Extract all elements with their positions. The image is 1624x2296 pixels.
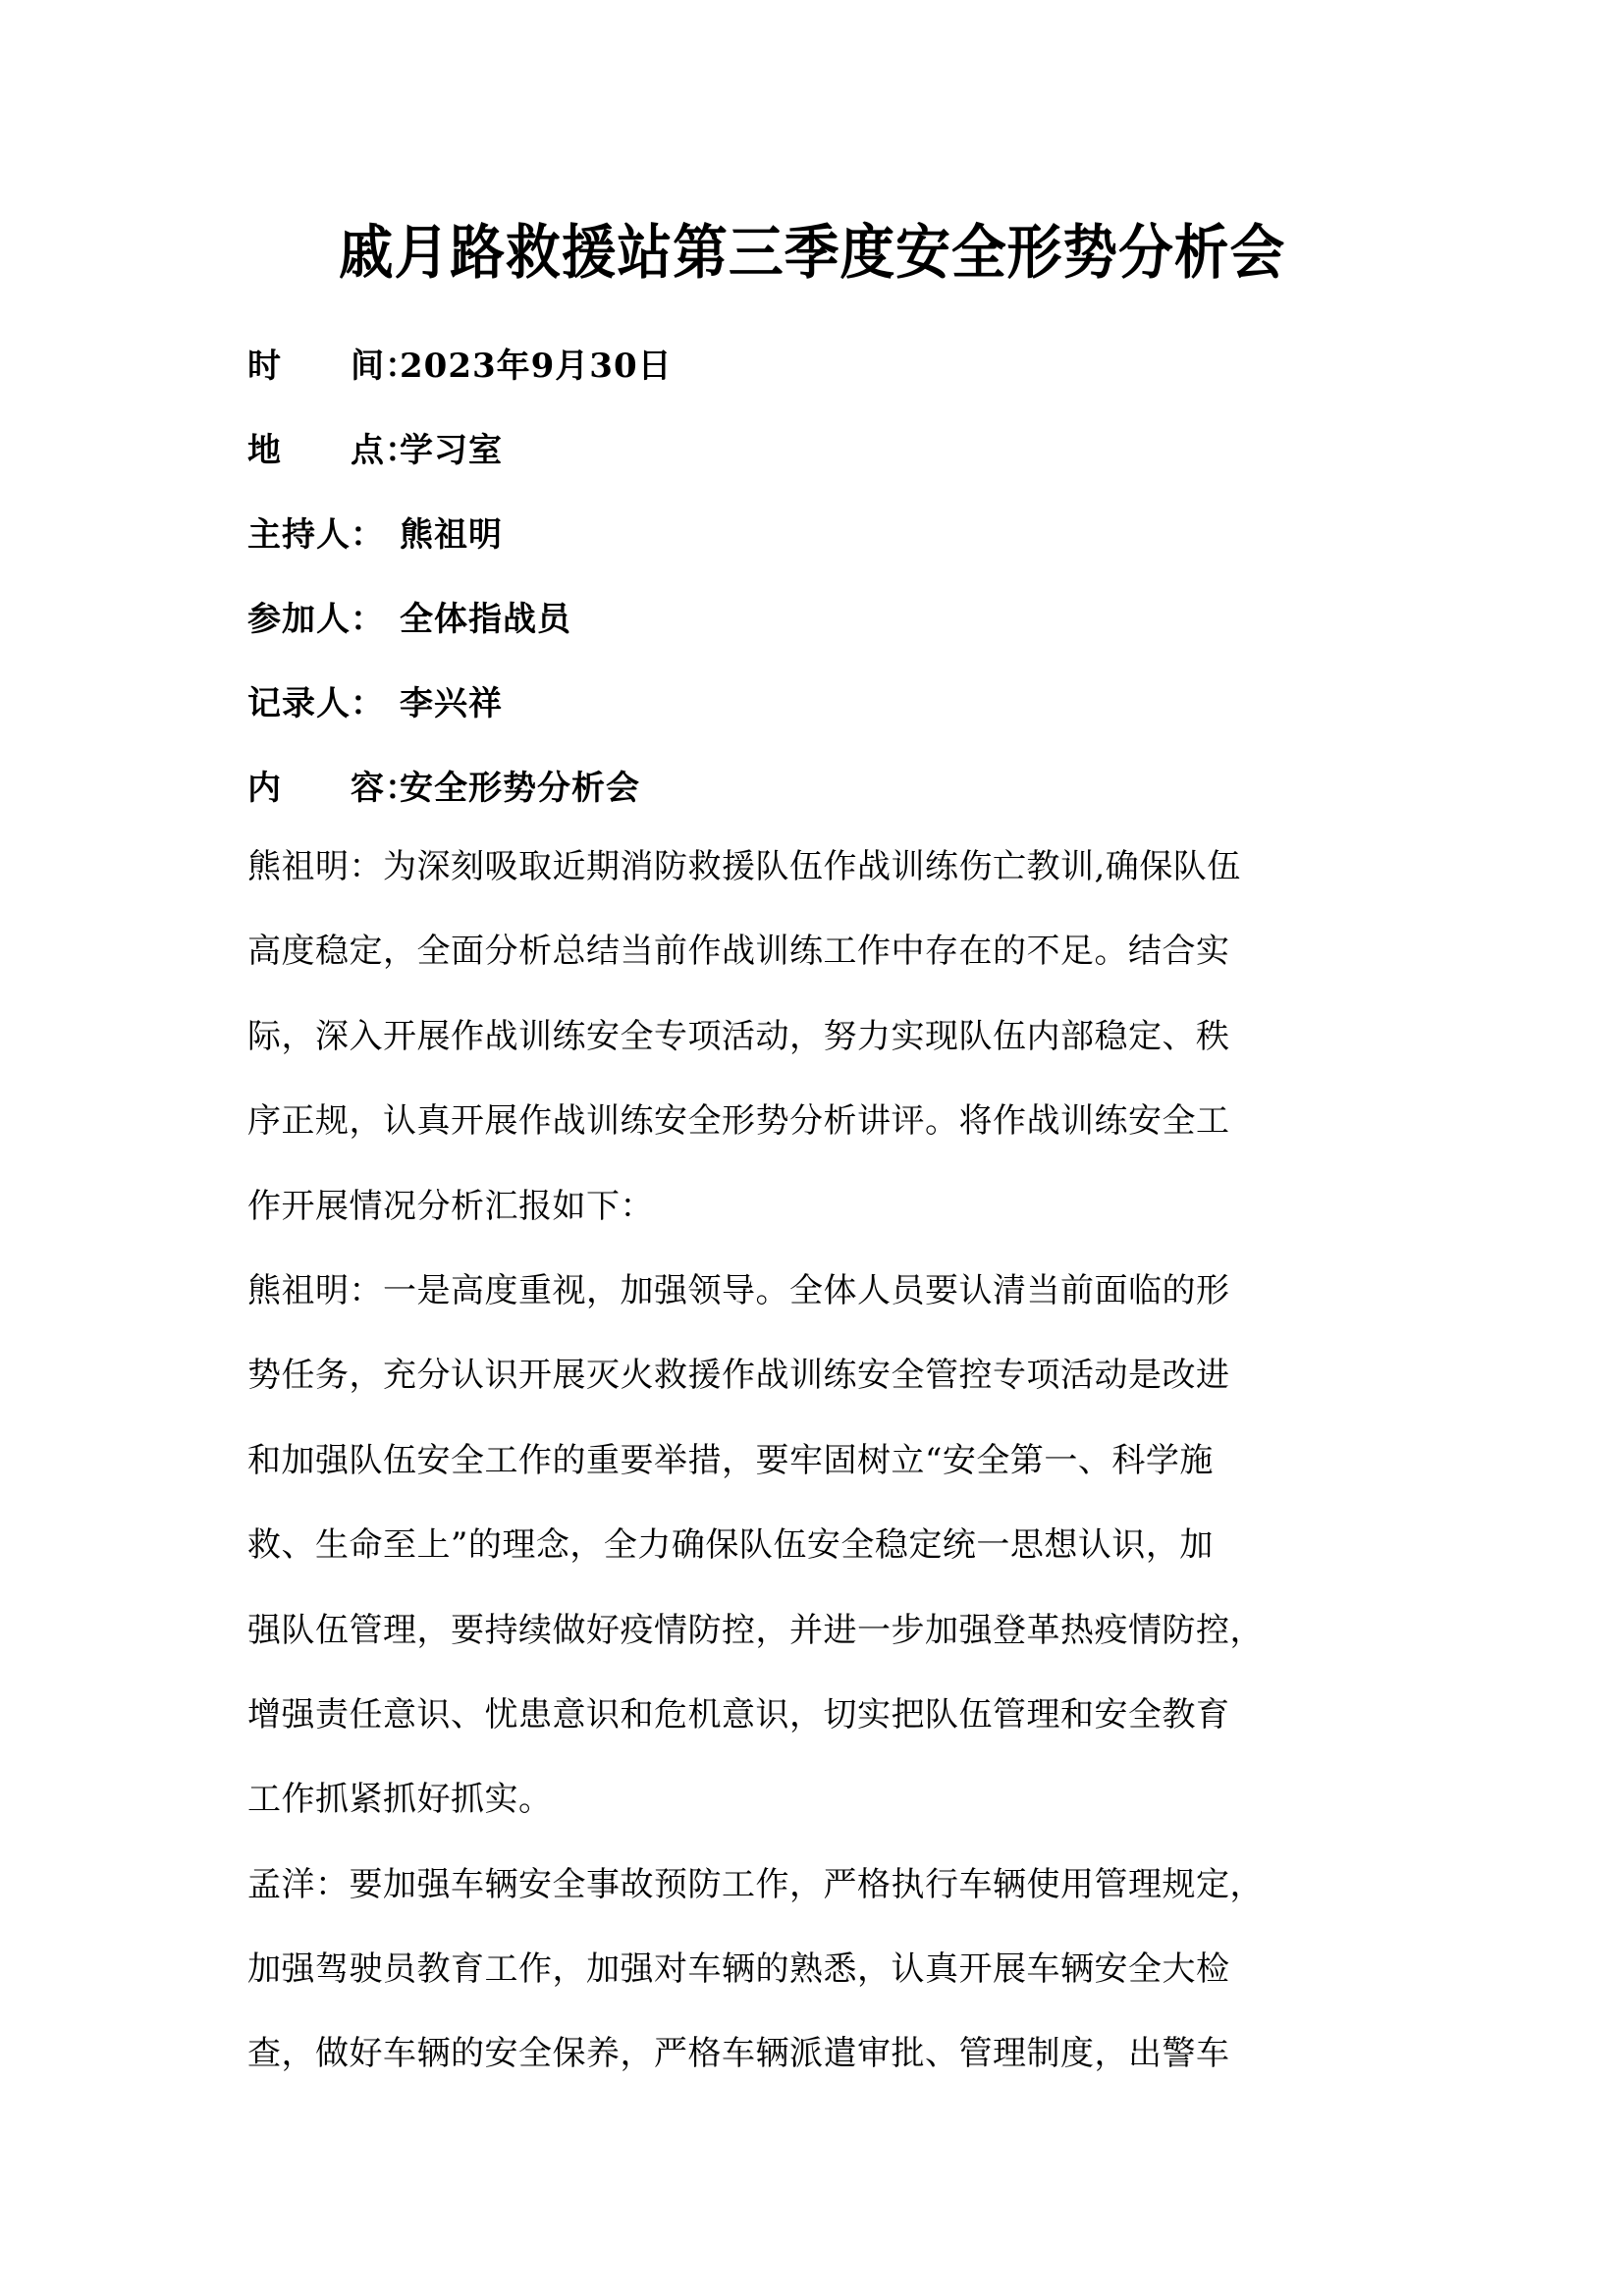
meta-value: 2023年9月30日 — [400, 346, 673, 386]
body-line: 加强驾驶员教育工作，加强对车辆的熟悉，认真开展车辆安全大检 — [247, 1949, 1230, 1990]
document-title: 戚月路救援站第三季度安全形势分析会 — [338, 219, 1286, 288]
meta-label: 时 间： — [247, 346, 419, 386]
meeting-info — [247, 320, 1386, 827]
body-line: 查，做好车辆的安全保养，严格车辆派遣审批、管理制度，出警车 — [247, 2034, 1230, 2074]
body-line: 增强责任意识、忧患意识和危机意识，切实把队伍管理和安全教育 — [247, 1694, 1230, 1735]
body-line: 救、生命至上”的理念，全力确保队伍安全稳定统一思想认识，加 — [247, 1525, 1214, 1566]
meta-label: 主持人： — [247, 514, 385, 555]
meta-row-content — [247, 742, 1386, 827]
meta-value: 熊祖明 — [400, 514, 503, 555]
meta-row-recorder — [247, 658, 1386, 742]
body-line: 强队伍管理，要持续做好疫情防控，并进一步加强登革热疫情防控， — [247, 1610, 1264, 1650]
meta-label: 记录人： — [247, 683, 385, 723]
body-line: 孟洋：要加强车辆安全事故预防工作，严格执行车辆使用管理规定， — [247, 1864, 1264, 1904]
meta-row-location — [247, 404, 1386, 489]
meta-label: 地 点： — [247, 430, 419, 470]
body-line: 高度稳定，全面分析总结当前作战训练工作中存在的不足。结合实 — [247, 932, 1230, 972]
body-line: 作开展情况分析汇报如下： — [247, 1186, 654, 1226]
body-line: 序正规，认真开展作战训练安全形势分析讲评。将作战训练安全工 — [247, 1101, 1230, 1142]
body-line: 际，深入开展作战训练安全专项活动，努力实现队伍内部稳定、秩 — [247, 1016, 1230, 1056]
body-line: 和加强队伍安全工作的重要举措，要牢固树立“安全第一、科学施 — [247, 1440, 1214, 1480]
meta-value: 学习室 — [400, 430, 503, 470]
meta-label: 内 容： — [247, 768, 419, 808]
meta-label: 参加人： — [247, 599, 385, 639]
meta-value: 李兴祥 — [400, 683, 503, 723]
body-line: 熊祖明：为深刻吸取近期消防救援队伍作战训练伤亡教训,确保队伍 — [247, 847, 1241, 886]
body-line: 熊祖明：一是高度重视，加强领导。全体人员要认清当前面临的形 — [247, 1270, 1230, 1310]
meta-row-time — [247, 320, 1386, 404]
meta-value: 全体指战员 — [400, 599, 571, 639]
body-line: 工作抓紧抓好抓实。 — [247, 1780, 553, 1820]
meta-row-attendees — [247, 573, 1386, 658]
meta-row-host — [247, 489, 1386, 573]
meeting-minutes-body — [247, 825, 1396, 2097]
body-line: 势任务，充分认识开展灭火救援作战训练安全管控专项活动是改进 — [247, 1356, 1230, 1396]
meta-value: 安全形势分析会 — [400, 768, 640, 808]
